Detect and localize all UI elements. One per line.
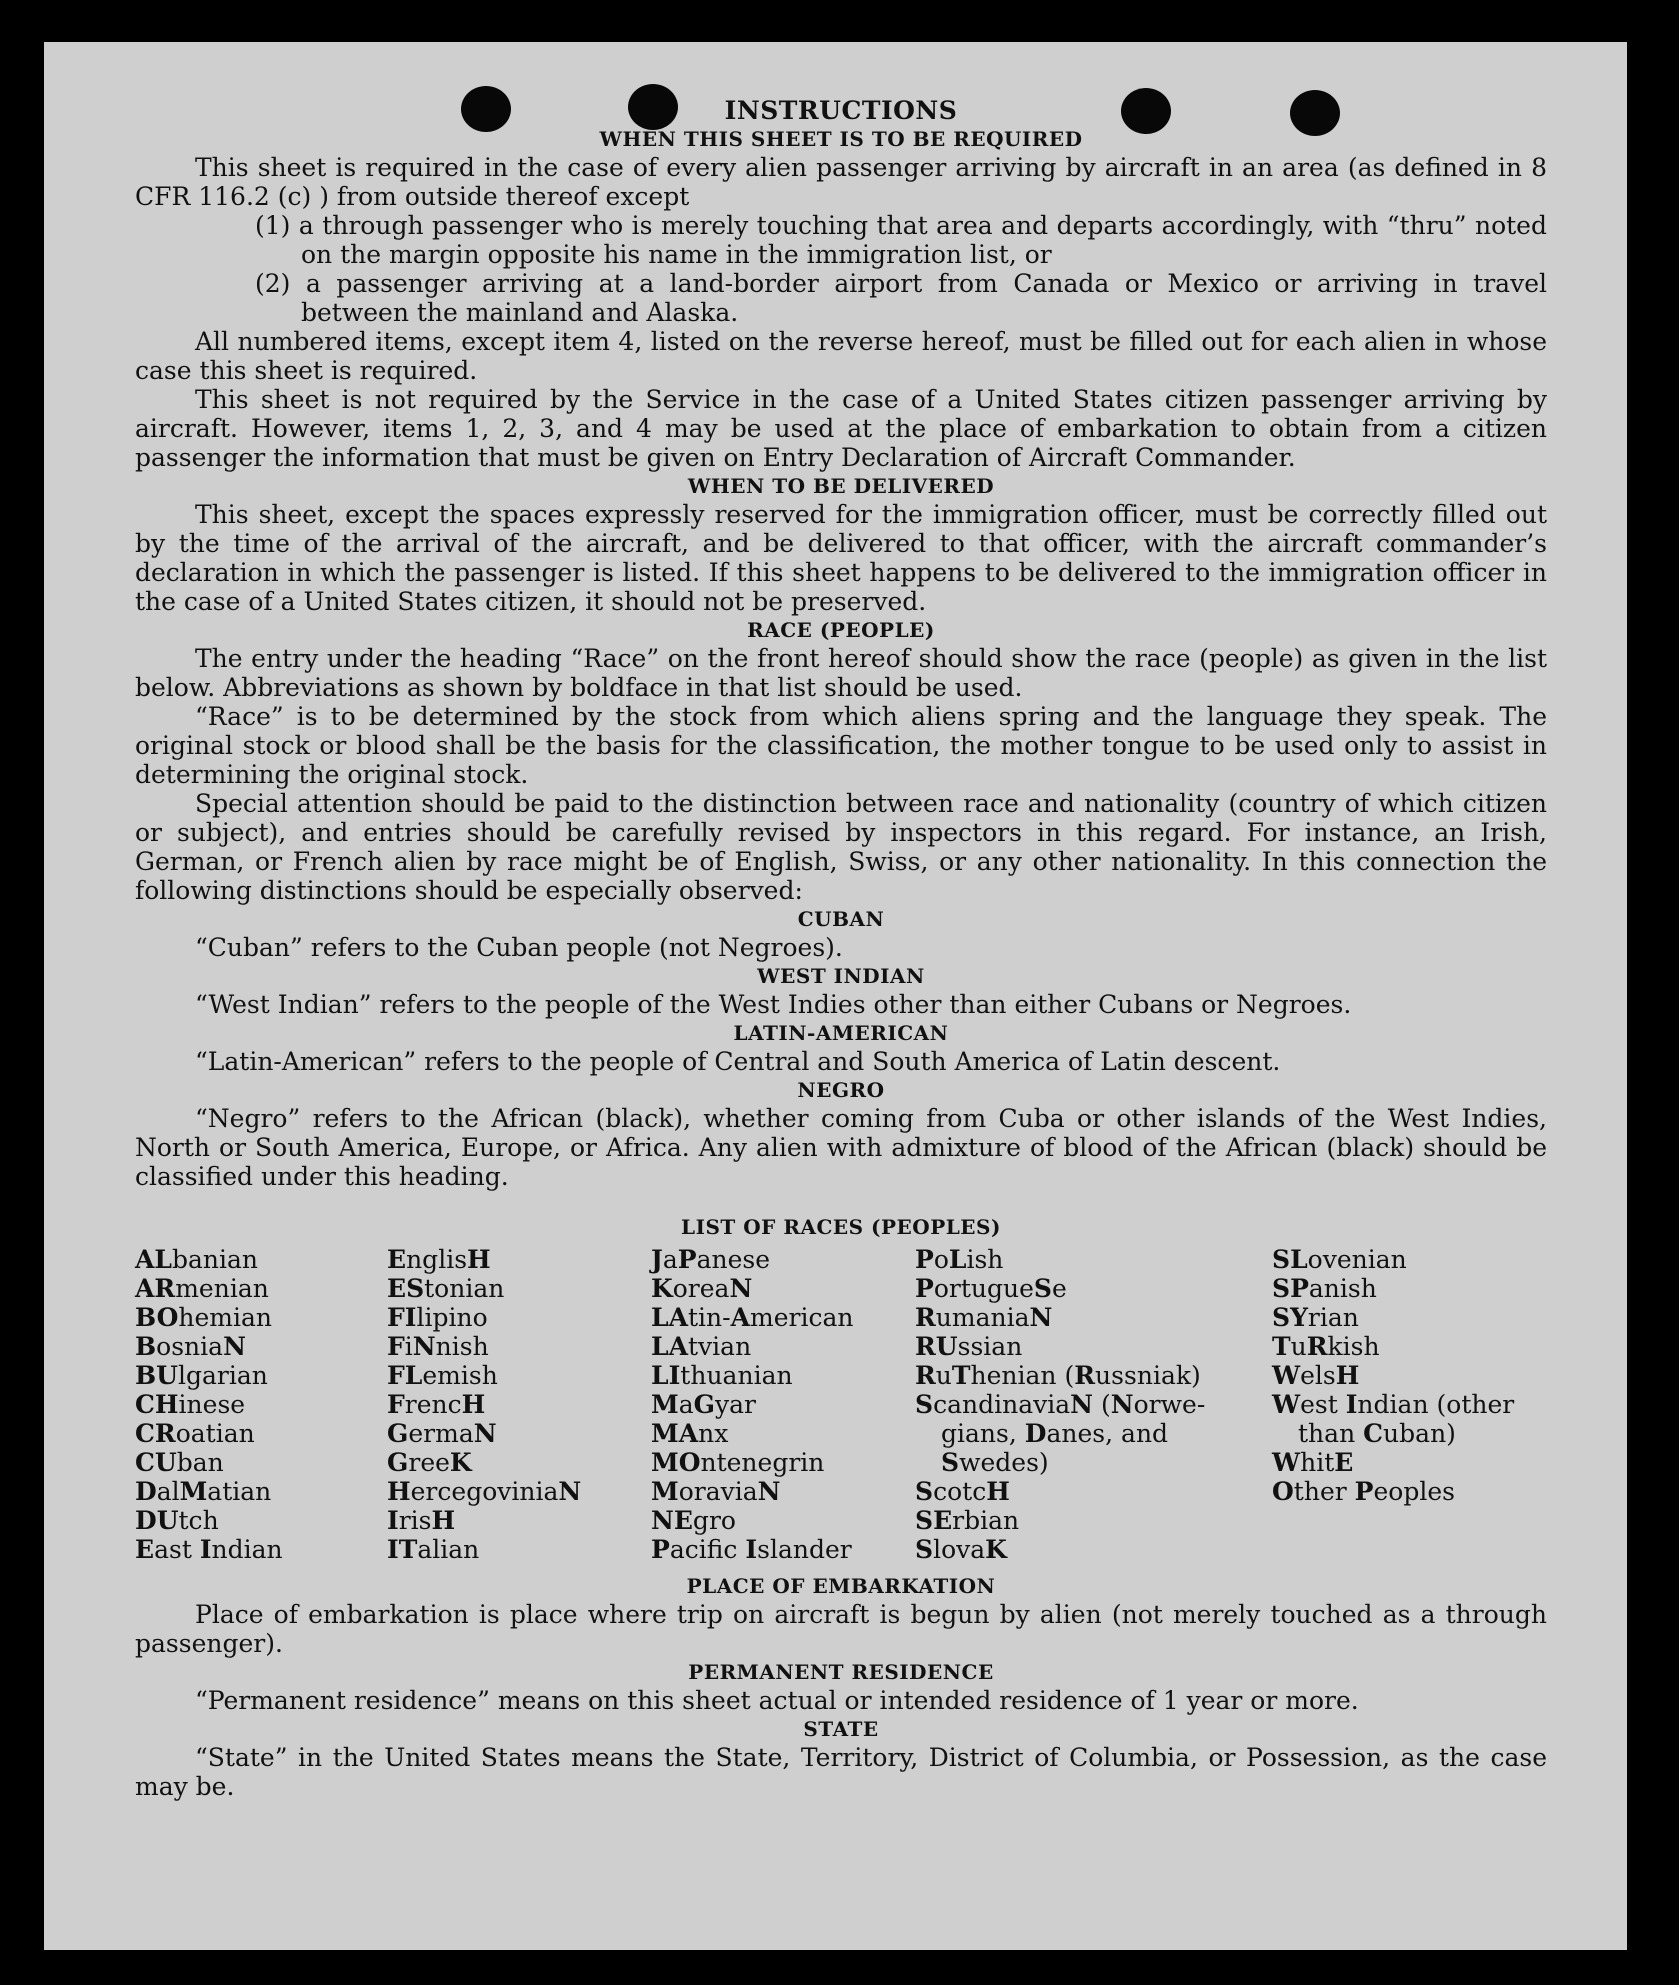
race-entry: Other Peoples [1272, 1477, 1455, 1506]
paragraph: “Negro” refers to the African (black), whether coming from Cuba or other islands of the West Indies, North or South America, Europe, or Africa. Any alien with admixture of blood of the African (black) should be classified under this heading. [135, 1104, 1547, 1191]
section-title-races-list: LIST OF RACES (PEOPLES) [681, 1215, 1001, 1239]
race-entry: DUtch [135, 1506, 219, 1535]
race-entry: MOntenegrin [651, 1448, 825, 1477]
race-entry: IrisH [387, 1506, 456, 1535]
section-title-residence: PERMANENT RESIDENCE [688, 1660, 994, 1684]
list-item: (2) a passenger arriving at a land-border airport from Canada or Mexico or arriving in travel between the mainland and Alaska. [255, 269, 1547, 327]
section-title-embarkation: PLACE OF EMBARKATION [686, 1574, 996, 1598]
race-entry: HercegoviniaN [387, 1477, 582, 1506]
race-entry: EnglisH [387, 1245, 491, 1274]
paragraph: “Cuban” refers to the Cuban people (not Negroes). [195, 933, 843, 962]
paragraph: All numbered items, except item 4, listed on the reverse hereof, must be filled out for each alien in whose case this sheet is required. [135, 327, 1547, 385]
race-entry: BosniaN [135, 1332, 246, 1361]
race-entry: JaPanese [651, 1245, 771, 1274]
races-column [1272, 1245, 1547, 1564]
race-entry: TuRkish [1272, 1332, 1380, 1361]
paragraph: “Permanent residence” means on this sheet actual or intended residence of 1 year or more. [195, 1686, 1359, 1715]
race-entry: RumaniaN [915, 1303, 1053, 1332]
races-list [135, 1245, 1547, 1564]
section-title-west-indian: WEST INDIAN [757, 964, 925, 988]
race-entry: PoLish [915, 1245, 1004, 1274]
race-entry: WelsH [1272, 1361, 1360, 1390]
race-entry: RuThenian (Russniak) [915, 1361, 1201, 1390]
paragraph: This sheet, except the spaces expressly reserved for the immigration officer, must be correctly filled out by the time of the arrival of the aircraft, and be delivered to that officer, with the aircraft commander’s declaration in which the passenger is listed. If this sheet happens to be delivered to the immigration officer in the case of a United States citizen, it should not be preserved. [135, 500, 1547, 616]
race-entry: BUlgarian [135, 1361, 268, 1390]
list-item: (1) a through passenger who is merely touching that area and departs accordingly, with “thru” noted on the margin opposite his name in the immigration list, or [255, 211, 1547, 269]
races-column [135, 1245, 387, 1564]
paragraph: Place of embarkation is place where trip on aircraft is begun by alien (not merely touched as a through passenger). [135, 1600, 1547, 1658]
race-entry: ITalian [387, 1535, 480, 1564]
race-entry: MAnx [651, 1419, 729, 1448]
race-entry: East Indian [135, 1535, 283, 1564]
race-entry: SPanish [1272, 1274, 1377, 1303]
paragraph: The entry under the heading “Race” on the front hereof should show the race (people) as given in the list below. Abbreviations as shown by boldface in that list should be used. [135, 644, 1547, 702]
race-entry: FiNnish [387, 1332, 489, 1361]
section-title-cuban: CUBAN [797, 907, 885, 931]
race-entry: EStonian [387, 1274, 505, 1303]
race-entry: West Indian (other [1272, 1390, 1515, 1419]
race-entry: GermaN [387, 1419, 497, 1448]
race-entry: GreeK [387, 1448, 472, 1477]
section-title-latin-american: LATIN-AMERICAN [733, 1021, 949, 1045]
race-entry: gians, Danes, and [941, 1419, 1169, 1448]
race-entry: SErbian [915, 1506, 1020, 1535]
races-column [651, 1245, 915, 1564]
race-entry: LIthuanian [651, 1361, 793, 1390]
race-entry: ALbanian [135, 1245, 259, 1274]
race-entry: ScotcH [915, 1477, 1010, 1506]
race-entry: SLovenian [1272, 1245, 1407, 1274]
paragraph: “West Indian” refers to the people of the West Indies other than either Cubans or Negroes. [195, 990, 1352, 1019]
paragraph: This sheet is required in the case of every alien passenger arriving by aircraft in an area (as defined in 8 CFR 116.2 (c) ) from outside thereof except [135, 153, 1547, 211]
races-column [387, 1245, 651, 1564]
race-entry: CHinese [135, 1390, 246, 1419]
race-entry: FLemish [387, 1361, 498, 1390]
race-entry: ScandinaviaN (Norwe- [915, 1390, 1206, 1419]
paragraph: “Race” is to be determined by the stock from which aliens spring and the language they speak. The original stock or blood shall be the basis for the classification, the mother tongue to be used only to assist in determining the original stock. [135, 702, 1547, 789]
paragraph: This sheet is not required by the Service in the case of a United States citizen passenger arriving by aircraft. However, items 1, 2, 3, and 4 may be used at the place of embarkation to obtain from a citizen passenger the information that must be given on Entry Declaration of Aircraft Commander. [135, 385, 1547, 472]
race-entry: WhitE [1272, 1448, 1354, 1477]
page-title: INSTRUCTIONS [724, 96, 958, 125]
race-entry: LAtvian [651, 1332, 752, 1361]
race-entry: ARmenian [135, 1274, 269, 1303]
race-entry: NEgro [651, 1506, 736, 1535]
race-entry: Swedes) [941, 1448, 1049, 1477]
paragraph: “Latin-American” refers to the people of Central and South America of Latin descent. [195, 1047, 1281, 1076]
race-entry: than Cuban) [1298, 1419, 1456, 1448]
section-title-race: RACE (PEOPLE) [747, 618, 935, 642]
races-column [915, 1245, 1272, 1564]
race-entry: KoreaN [651, 1274, 753, 1303]
race-entry: CUban [135, 1448, 224, 1477]
race-entry: MaGyar [651, 1390, 756, 1419]
race-entry: MoraviaN [651, 1477, 781, 1506]
race-entry: FIlipino [387, 1303, 488, 1332]
instructions-content [135, 96, 1547, 1801]
race-entry: DalMatian [135, 1477, 272, 1506]
race-entry: BOhemian [135, 1303, 273, 1332]
section-title-negro: NEGRO [797, 1078, 885, 1102]
race-entry: LAtin-American [651, 1303, 854, 1332]
race-entry: Pacifc Islander [651, 1535, 852, 1564]
race-entry: RUssian [915, 1332, 1023, 1361]
race-entry: PortugueSe [915, 1274, 1067, 1303]
paragraph: Special attention should be paid to the distinction between race and nationality (country of which citizen or subject), and entries should be carefully revised by inspectors in this regard. For instance, an Irish, German, or French alien by race might be of English, Swiss, or any other nationality. In this connection the following distinctions should be especially observed: [135, 789, 1547, 905]
section-title-state: STATE [803, 1717, 879, 1741]
paragraph: “State” in the United States means the State, Territory, District of Columbia, or Possession, as the case may be. [135, 1743, 1547, 1801]
race-entry: SlovaK [915, 1535, 1007, 1564]
race-entry: SYrian [1272, 1303, 1359, 1332]
race-entry: FrencH [387, 1390, 486, 1419]
section-title-delivered: WHEN TO BE DELIVERED [687, 474, 995, 498]
race-entry: CRoatian [135, 1419, 255, 1448]
section-title-required: WHEN THIS SHEET IS TO BE REQUIRED [599, 127, 1083, 151]
